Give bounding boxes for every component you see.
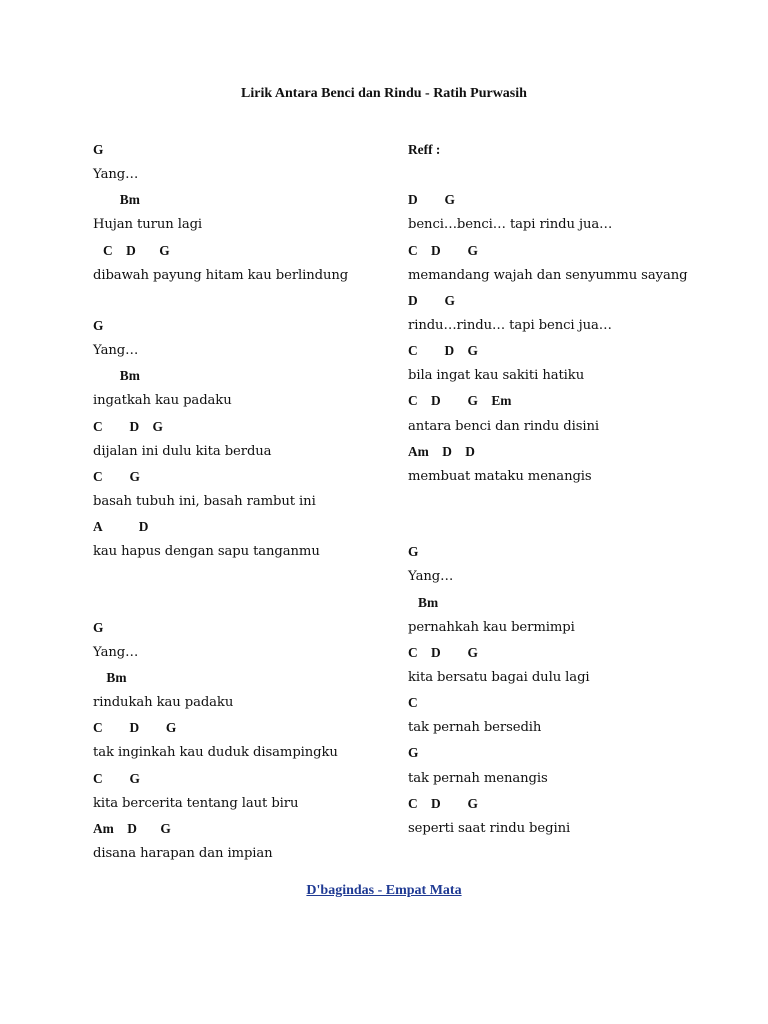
chord-line: D G [408, 192, 455, 208]
blank-line [408, 162, 687, 187]
chord-line: C D G [93, 242, 170, 258]
lyric-line: Yang… [93, 167, 139, 183]
chord-line: G [93, 142, 104, 157]
chord-line: C D G Em [408, 393, 512, 409]
chord-line: C D G [408, 644, 478, 660]
lyric-line: basah tubuh ini, basah rambut ini [93, 493, 316, 509]
lyric-line: membuat mataku menangis [408, 468, 592, 484]
chord-line: G [93, 619, 104, 635]
lyric-line: Hujan turun lagi [93, 217, 203, 233]
chord-line: Bm [93, 368, 140, 384]
lyric-line: Yang… [408, 569, 454, 585]
right-lyrics-column [408, 137, 687, 841]
lyric-line: pernahkah kau bermimpi [408, 619, 575, 635]
blank-line [93, 288, 348, 313]
lyric-line: tak inginkah kau duduk disampingku [93, 745, 338, 761]
lyric-line: benci…benci… tapi rindu jua… [408, 217, 613, 233]
chord-line: C [408, 695, 418, 711]
chord-line: G [93, 317, 104, 333]
lyric-line: dijalan ini dulu kita berdua [93, 443, 272, 459]
lyric-line: Yang… [93, 343, 139, 359]
chord-line: C D G [408, 343, 478, 359]
chord-line: Bm [408, 594, 439, 610]
lyric-line: ingatkah kau padaku [93, 393, 232, 409]
lyric-line: dibawah payung hitam kau berlindung [93, 267, 349, 283]
lyric-line: disana harapan dan impian [93, 845, 273, 861]
chord-line: C D G [93, 418, 163, 434]
lyric-line: kau hapus dengan sapu tanganmu [93, 544, 320, 560]
lyric-line: antara benci dan rindu disini [408, 418, 599, 434]
related-song-link[interactable]: D'bagindas - Empat Mata [306, 883, 462, 898]
chord-line: C D G [408, 242, 478, 258]
lyric-line: rindu…rindu… tapi benci jua… [408, 317, 612, 333]
chord-line: C D G [408, 795, 478, 811]
chord-line: C G [93, 770, 140, 786]
chord-line: Bm [93, 192, 140, 208]
chord-line: C D G [93, 720, 177, 736]
chord-line: D G [408, 292, 455, 308]
chord-line: G [408, 745, 419, 761]
lyric-line: bila ingat kau sakiti hatiku [408, 368, 585, 384]
blank-line [93, 590, 348, 615]
chord-line: Am D D [408, 443, 475, 459]
chord-line: A D [93, 519, 149, 535]
chord-line: Bm [93, 669, 127, 685]
chord-line: G [408, 544, 419, 560]
lyric-line: seperti saat rindu begini [408, 820, 571, 836]
document-title: Lirik Antara Benci dan Rindu - Ratih Purwasih [241, 86, 527, 101]
blank-line [408, 514, 687, 539]
lyric-line: rindukah kau padaku [93, 695, 234, 711]
chord-line: C G [93, 468, 140, 484]
left-lyrics-column [93, 137, 348, 866]
chord-line: Reff : [408, 142, 441, 157]
lyric-line: kita bersatu bagai dulu lagi [408, 669, 590, 685]
chord-line: Am D G [93, 820, 171, 836]
lyric-line: memandang wajah dan senyummu sayang [408, 267, 688, 283]
blank-line [93, 564, 348, 589]
lyric-line: kita bercerita tentang laut biru [93, 795, 299, 811]
lyric-line: tak pernah bersedih [408, 720, 542, 736]
blank-line [408, 489, 687, 514]
lyric-line: tak pernah menangis [408, 770, 548, 786]
lyric-line: Yang… [93, 644, 139, 660]
